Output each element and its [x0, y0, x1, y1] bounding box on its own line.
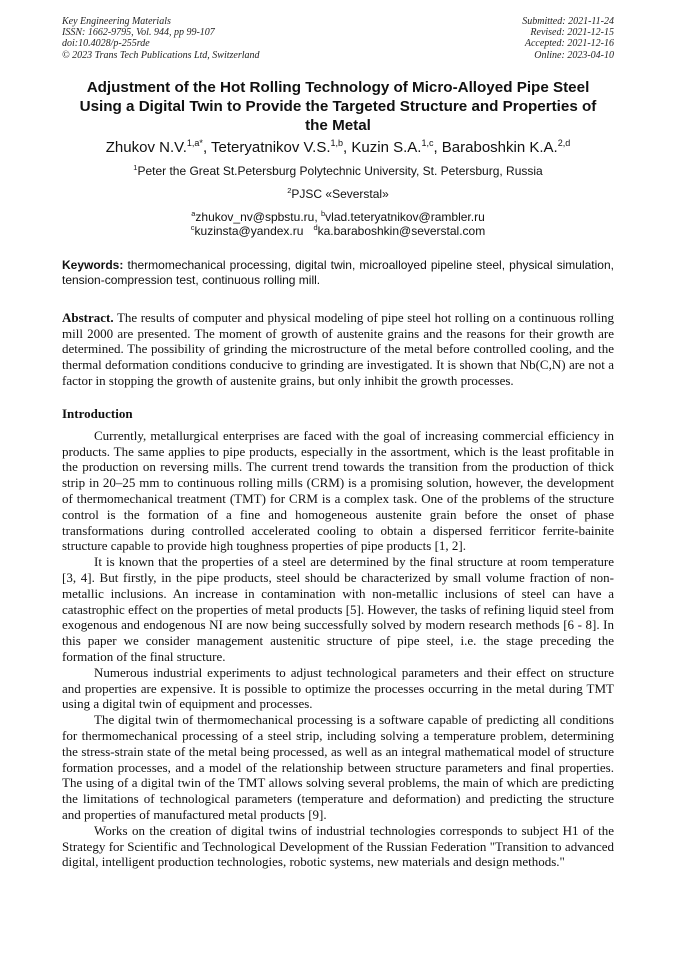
author-name: Teteryatnikov V.S.: [211, 138, 331, 156]
journal-header: [62, 16, 614, 61]
journal-name: Key Engineering Materials: [62, 16, 171, 27]
email-sup: b: [321, 208, 326, 218]
date-online: Online: 2023-04-10: [534, 49, 614, 61]
author-sup: 1,c: [421, 137, 434, 148]
section-heading-introduction: Introduction: [62, 405, 133, 421]
journal-doi[interactable]: doi:10.4028/p-255rde: [62, 38, 150, 50]
affiliation-text: Peter the Great St.Petersburg Polytechnic University, St. Petersburg, Russia: [137, 163, 543, 178]
title-line-2: Using a Digital Twin to Provide the Targeted Structure and Properties of: [79, 97, 597, 115]
date-revised: Revised: 2021-12-15: [530, 27, 614, 39]
email-separator: [303, 224, 313, 238]
email-link[interactable]: vlad.teteryatnikov@rambler.ru: [325, 209, 485, 224]
author-emails: [62, 210, 614, 238]
date-submitted: Submitted: 2021-11-24: [522, 16, 614, 27]
journal-copyright: © 2023 Trans Tech Publications Ltd, Switzerland: [62, 49, 260, 61]
affiliation-2: [62, 187, 614, 201]
abstract-block: [62, 310, 614, 389]
abstract-text: The results of computer and physical modeling of pipe steel hot rolling on a continuous rolling mill 2000 are presented. The moment of growth of austenite grains and the reasons for their growth are determined. The possibility of grinding the microstructure of the metal before controlled cooling, and the thermal deformation conditions conducive to grinding are investigated. It is shown that Nb(C,N) are not a factor in stopping the growth of austenite grains, but only inhibit the growth processes.: [62, 309, 615, 388]
email-sup: d: [313, 222, 318, 232]
email-link[interactable]: zhukov_nv@spbstu.ru: [195, 209, 315, 224]
body-paragraph: Currently, metallurgical enterprises are faced with the goal of increasing commercial efficiency in products. The same applies to pipe products, especially in the assortment, which is the least profitable in the production on reversing mills. The current trend towards the transition from the production of thick strip in 20–25 mm to continuous rolling mills (CRM) is a promising solution, however, the development of thermomechanical treatment (TMT) for CRM is a complex task. One of the problems of the structure control is the formation of a fine and homogeneous austenite grain before the onset of phase transformations during controlled accelerated cooling to obtain a dispersed ferriticor ferrite-bainite structure capable to provide high toughness properties of pipe products [1, 2].: [62, 427, 614, 554]
date-accepted: Accepted: 2021-12-16: [524, 38, 614, 50]
email-separator: ,: [314, 209, 321, 224]
email-line-1: [62, 210, 614, 224]
paper-title: [62, 78, 614, 135]
journal-issn: ISSN: 1662-9795, Vol. 944, pp 99-107: [62, 27, 215, 39]
affiliation-text: PJSC «Severstal»: [291, 186, 389, 201]
publication-dates: [522, 16, 614, 61]
email-link[interactable]: kuzinsta@yandex.ru: [194, 223, 304, 238]
email-line-2: [62, 224, 614, 238]
affiliation-sup: 2: [287, 185, 292, 195]
author-separator: ,: [433, 138, 442, 156]
author-separator: ,: [202, 138, 212, 156]
keywords-label: Keywords:: [62, 257, 124, 272]
affiliation-1: [62, 164, 614, 178]
abstract-label: Abstract.: [62, 309, 114, 325]
keywords-text: thermomechanical processing, digital twin, microalloyed pipeline steel, physical simulation, tension-compression test, continuous rolling mill.: [62, 257, 614, 288]
body-paragraph: Works on the creation of digital twins of industrial technologies corresponds to subject H1 of the Strategy for Scientific and Technological Development of the Russian Federation "Transition to advanced digital, intelligent production technologies, robotic systems, new materials and design methods.": [62, 822, 614, 870]
email-sup: a: [191, 208, 196, 218]
title-line-1: Adjustment of the Hot Rolling Technology of Micro-Alloyed Pipe Steel: [86, 78, 590, 96]
journal-info: [62, 16, 260, 61]
author-name: Zhukov N.V.: [105, 138, 187, 156]
author-sup: 2,d: [557, 137, 571, 148]
paper-page: [62, 16, 614, 870]
email-link[interactable]: ka.baraboshkin@severstal.com: [317, 223, 486, 238]
author-name: Kuzin S.A.: [351, 138, 422, 156]
title-line-3: the Metal: [305, 116, 371, 134]
keywords-block: [62, 258, 614, 289]
author-list: [62, 137, 614, 159]
affiliation-sup: 1: [133, 162, 138, 172]
email-sup: c: [190, 222, 195, 232]
author-name: Baraboshkin K.A.: [441, 138, 558, 156]
author-sup: 1,b: [330, 137, 344, 148]
body-paragraph: It is known that the properties of a steel are determined by the final structure at room temperature [3, 4]. But firstly, in the pipe products, steel should be characterized by small volume fraction of non-metallic inclusions. An increase in contamination with non-metallic inclusions of steel can have a catastrophic effect on the properties of metal products [5]. However, the tasks of refining liquid steel from exogenous and endogenous NI are now being successfully solved by modern research methods [6 - 8]. In this paper we consider management austenitic structure of pipe steel, i.e. the stage preceding the formation of the final structure.: [62, 554, 614, 664]
body-paragraph: The digital twin of thermomechanical processing is a software capable of predicting all conditions for thermomechanical processing of a steel strip, including solving a temperature problem, determining the stress-strain state of the metal being processed, as well as an integral mathematical model of structure formation processes, and a model of the relationship between structure parameters and final properties. The using of a digital twin of the TMT allows solving several problems, the main of which are predicting the limitations of technological parameters (temperature and deformation) and predicting the structure and properties of manufactured metal products [9].: [62, 712, 614, 822]
author-separator: ,: [343, 138, 352, 156]
author-sup: 1,a*: [186, 137, 203, 148]
body-paragraph: Numerous industrial experiments to adjust technological parameters and their effect on structure and properties are expensive. It is possible to optimize the processes occurring in the metal during TMT using a digital twin of equipment and processes.: [62, 664, 614, 712]
